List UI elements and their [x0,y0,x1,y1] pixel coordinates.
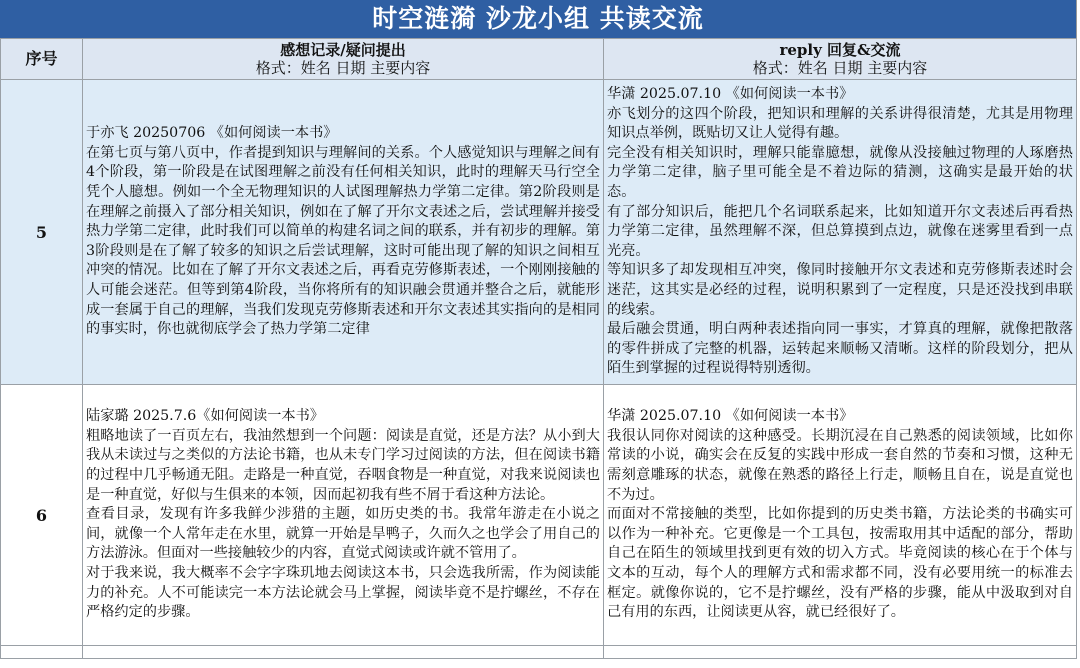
table-row [1,80,1077,385]
reply-cell[interactable] [604,80,1077,385]
row-index[interactable]: 6 [1,385,83,646]
reply-paragraph: 华潇 2025.07.10 《如何阅读一本书》 [607,408,854,425]
notes-cell[interactable] [83,80,604,385]
notes-paragraph: 对于我来说，我大概率不会字字珠玑地去阅读这本书，只会选我所需，作为阅读能力的补充。人不可能读完一本方法论就会马上掌握，阅读毕竟不是拧螺丝，不存在严格约定的步骤。 [86,564,600,621]
empty-cell[interactable] [1,646,83,659]
header-row [1,39,1077,80]
reply-paragraph: 有了部分知识后，能把几个名词联系起来，比如知道开尔文表述后再看热力学第二定律，虽然理解不深，但总算摸到点边，就像在迷雾里看到一点光亮。 [607,203,1073,259]
reply-paragraph: 我很认同你对阅读的这种感受。长期沉浸在自己熟悉的阅读领域，比如你常读的小说，确实会在反复的实践中形成一套自然的节奏和习惯，这种无需刻意雕琢的状态，就像在熟悉的路径上行走，顺畅且自在，说是直觉也不为过。 [607,427,1073,503]
reply-paragraph: 而面对不常接触的类型，比如你提到的历史类书籍，方法论类的书确实可以作为一种补充。它更像是一个工具包，按需取用其中适配的部分，帮助自己在陌生的领域里找到更有效的切入方式。毕竟阅读的核心在于个体与文本的互动，每个人的理解方式和需求都不同，没有必要用统一的标准去框定。就像你说的，它不是拧螺丝，没有严格的步骤，能从中汲取到对自己有用的东西，让阅读更从容，就已经很好了。 [607,506,1073,621]
notes-paragraph: 于亦飞 20250706 《如何阅读一本书》 [86,125,338,142]
notes-header-title: 感想记录/疑问提出 [280,41,406,59]
empty-row [1,646,1077,659]
notes-paragraph: 在第七页与第八页中，作者提到知识与理解间的关系。个人感觉知识与理解之间有4个阶段，第一阶段是在试图理解之前没有任何相关知识，此时的理解天马行空全凭个人臆想。例如一个全无物理知识的人试图理解热力学第二定律。第2阶段则是在理解之前摄入了部分相关知识，例如在了解了开尔文表述之后，尝试理解并接受热力学第二定律，此时我们可以简单的构建名词之间的联系，并有初步的理解。第3阶段则是在了解了较多的知识之后尝试理解，这时可能出现了解的知识之间相互冲突的情况。比如在了解了开尔文表述之后，再看克劳修斯表述，一个刚刚接触的人可能会迷茫。但等到第4阶段，当你将所有的知识融会贯通并整合之后，就能形成一套属于自己的理解，当我们发现克劳修斯表述和开尔文表述其实指向的是相同的事实时，你也就彻底学会了热力学第二定律 [86,144,600,338]
reply-header[interactable] [604,39,1077,80]
sheet-title: 时空涟漪 沙龙小组 共读交流 [0,0,1077,38]
reading-table [0,38,1077,659]
empty-cell[interactable] [604,646,1077,659]
notes-header[interactable] [83,39,604,80]
row-index[interactable]: 5 [1,80,83,385]
notes-paragraph: 粗略地读了一百页左右，我油然想到一个问题：阅读是直觉，还是方法？从小到大我从未读过与之类似的方法论书籍，也从未专门学习过阅读的方法，但在阅读书籍的过程中几乎畅通无阻。走路是一种直觉，吞咽食物是一种直觉，对我来说阅读也是一种直觉，好似与生俱来的本领，因而起初我有些不屑于看这种方法论。 [86,427,600,503]
reply-header-title: reply 回复&交流 [779,41,901,59]
reply-paragraph: 完全没有相关知识时，理解只能靠臆想，就像从没接触过物理的人琢磨热力学第二定律，脑子里可能全是不着边际的猜测，这确实是最开始的状态。 [607,144,1073,201]
reply-paragraph: 亦飞划分的这四个阶段，把知识和理解的关系讲得很清楚，尤其是用物理知识点举例，既贴切又让人觉得有趣。 [607,105,1073,142]
reply-paragraph: 最后融会贯通，明白两种表述指向同一事实，才算真的理解，就像把散落的零件拼成了完整的机器，运转起来顺畅又清晰。这样的阶段划分，把从陌生到掌握的过程说得特别透彻。 [607,321,1073,377]
notes-paragraph: 陆家璐 2025.7.6《如何阅读一本书》 [86,408,324,425]
reply-cell[interactable] [604,385,1077,646]
reply-header-format: 格式：姓名 日期 主要内容 [752,59,928,77]
notes-header-format: 格式：姓名 日期 主要内容 [255,59,431,77]
reply-paragraph: 等知识多了却发现相互冲突，像同时接触开尔文表述和克劳修斯表述时会迷茫，这其实是必经的过程，说明积累到了一定程度，只是还没找到串联的线索。 [607,262,1073,318]
index-header[interactable]: 序号 [1,39,83,80]
reply-paragraph: 华潇 2025.07.10 《如何阅读一本书》 [607,86,854,103]
table-row [1,385,1077,646]
notes-paragraph: 查看目录，发现有许多我鲜少涉猎的主题，如历史类的书。我常年游走在小说之间，就像一个人常年走在水里，就算一开始是旱鸭子，久而久之也学会了用自己的方法游泳。但面对一些接触较少的内容，直觉式阅读或许就不管用了。 [86,506,600,562]
notes-cell[interactable] [83,385,604,646]
empty-cell[interactable] [83,646,604,659]
